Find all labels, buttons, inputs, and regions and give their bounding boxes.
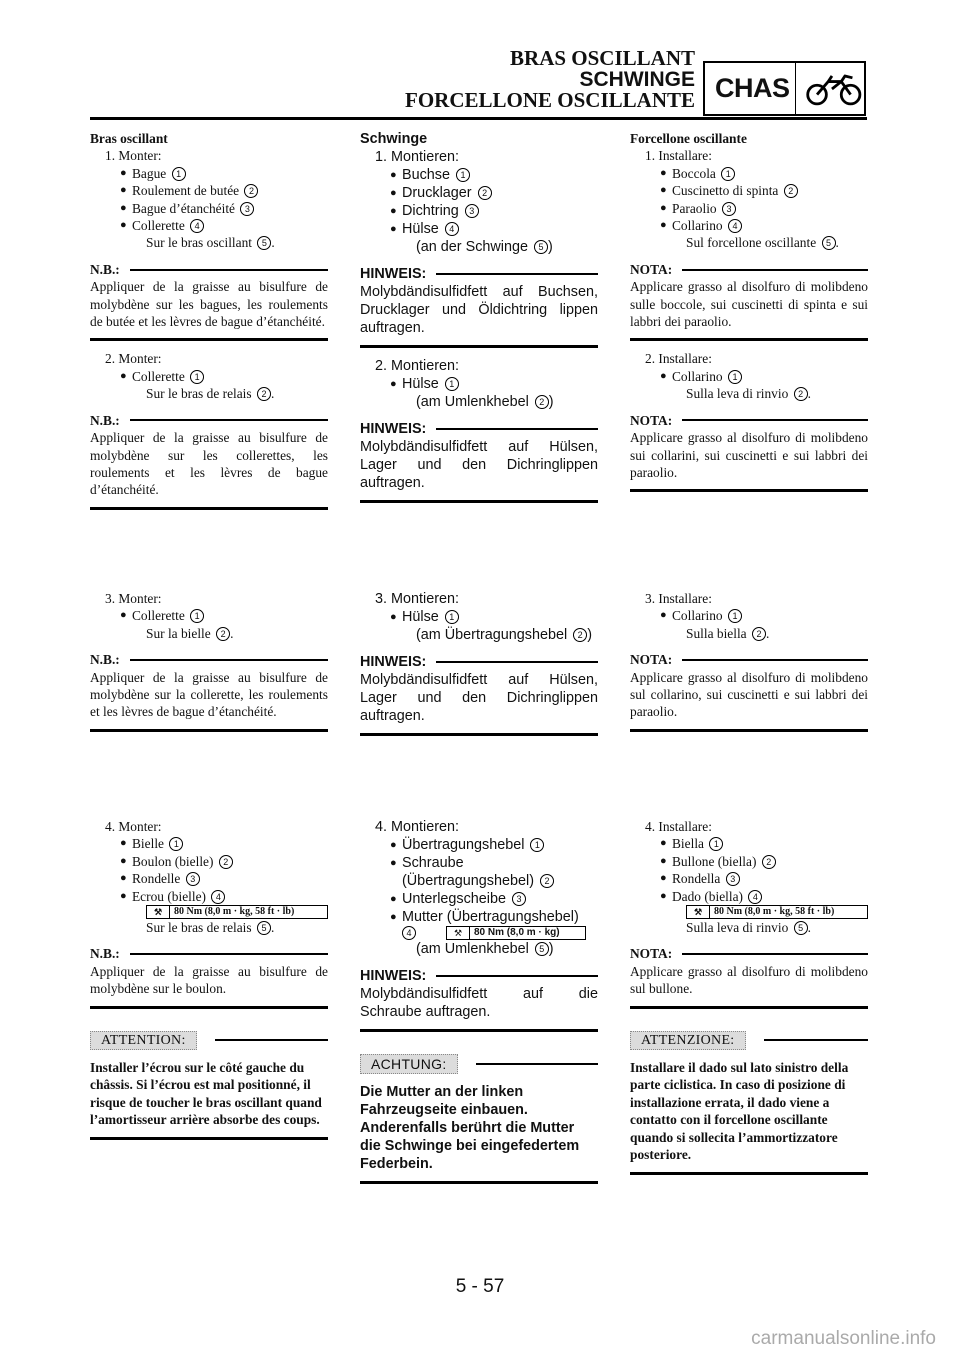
list-item: ● Buchse 1: [360, 166, 598, 184]
note-heading: N.B.:: [90, 651, 328, 668]
fr-location-4: Sur le bras de relais 5 .: [146, 920, 275, 936]
note-text: Molybdändisulfidfett auf Buchsen, Drucklager und Öldichtring lippen auftragen.: [360, 284, 598, 336]
title-de: SCHWINGE: [579, 68, 695, 91]
fr-location-2: Sur le bras de relais 2 .: [146, 386, 275, 402]
list-item: ● Collerette 1: [90, 368, 328, 385]
header-titles: [405, 48, 695, 111]
torque-spec: ⚒ 80 Nm (8,0 m · kg): [446, 926, 586, 940]
list-item: ● Unterlegscheibe 3: [360, 890, 598, 908]
fr-section-1: [90, 130, 328, 510]
list-item: ● Collarino 1: [630, 607, 868, 624]
list-item-number: 4 ⚒ 80 Nm (8,0 m · kg): [360, 926, 598, 940]
de-section-3: [360, 590, 598, 736]
note-text: Molybdändisulfidfett auf Hülsen, Lager und den Dichringlippen auftragen.: [360, 439, 598, 491]
fr-title: Bras oscillant: [90, 131, 168, 146]
list-item: ● Paraolio 3: [630, 200, 868, 217]
note-heading: NOTA:: [630, 412, 868, 429]
torque-spec: ⚒ 80 Nm (8,0 m · kg, 58 ft · lb): [146, 905, 328, 919]
it-location-1: Sul forcellone oscillante 5 .: [686, 235, 839, 251]
de-location-4: (am Umlenkhebel 5 ): [416, 941, 554, 957]
list-item: ● Boccola 1: [630, 165, 868, 182]
title-fr: BRAS OSCILLANT: [510, 46, 695, 70]
de-title: Schwinge: [360, 131, 428, 147]
caution-text: Installer l’écrou sur le côté gauche du châssis. Si l’écrou est mal positionné, il risque de toucher le bras oscillant quand l’amortisseur arrière absorbe des coups.: [90, 1060, 322, 1128]
caution-heading: ACHTUNG:: [360, 1054, 598, 1074]
list-item: ● Boulon (bielle) 2: [90, 853, 328, 870]
note-heading: HINWEIS:: [360, 653, 598, 671]
de-step-2: 2. Montieren:: [375, 358, 459, 374]
de-step-1: 1. Montieren:: [375, 149, 459, 165]
list-item: ● Ecrou (bielle) 4: [90, 888, 328, 905]
caution-heading: ATTENZIONE:: [630, 1031, 868, 1050]
it-step-2: 2. Installare:: [645, 351, 712, 367]
de-location-1: (an der Schwinge 5 ): [416, 239, 553, 255]
wrench-icon: ⚒: [447, 927, 470, 939]
section-badge: [703, 61, 866, 116]
note-text: Applicare grasso al disolfuro di molibdeno sulle boccole, sui cuscinetti di spinta e sui labbri dei paraolio.: [630, 279, 868, 330]
de-step-4: 4. Montieren:: [375, 819, 459, 835]
list-item: ● Mutter (Übertragungshebel): [390, 909, 579, 925]
it-step-4: 4. Installare:: [645, 819, 712, 834]
note-text: Molybdändisulfidfett auf die Schraube auftragen.: [360, 986, 598, 1020]
list-item: ● Hülse 1: [360, 375, 598, 393]
list-item: ● Dado (biella) 4: [630, 888, 868, 905]
list-item: ● Bague 1: [90, 165, 328, 182]
page-number: 5 - 57: [455, 1276, 505, 1297]
header-rule: [90, 117, 867, 120]
de-location-3: (am Übertragungshebel 2 ): [416, 627, 592, 643]
fr-step-2: 2. Monter:: [105, 351, 162, 367]
fr-section-3: [90, 590, 328, 732]
note-heading: HINWEIS:: [360, 265, 598, 283]
section-code: CHAS: [715, 73, 790, 103]
it-location-2: Sulla leva di rinvio 2 .: [686, 386, 811, 402]
note-text: Appliquer de la graisse au bisulfure de molybdène sur le boulon.: [90, 963, 328, 997]
list-item: ● Cuscinetto di spinta 2: [630, 182, 868, 199]
it-section-3: [630, 590, 868, 732]
list-item: ● Rondella 3: [630, 870, 868, 887]
note-heading: N.B.:: [90, 412, 328, 429]
list-item: ● Dichtring 3: [360, 202, 598, 220]
caution-text: Installare il dado sul lato sinistro della parte ciclistica. In caso di posizione di installazione errata, il dado viene a contatto con il forcellone oscillante quando si sollecita l’ammortizzatore posteriore.: [630, 1060, 849, 1163]
list-item: ● Hülse 4: [360, 220, 598, 238]
note-heading: N.B.:: [90, 945, 328, 962]
it-step-3: 3. Installare:: [645, 591, 712, 606]
title-it: FORCELLONE OSCILLANTE: [405, 88, 695, 112]
it-location-3: Sulla biella 2 .: [686, 625, 770, 641]
note-text: Appliquer de la graisse au bisulfure de molybdène sur les bagues, les roulements de butée et les lèvres de bague d’étanchéité.: [90, 279, 328, 330]
note-heading: HINWEIS:: [360, 967, 598, 985]
list-item: ● Hülse 1: [360, 608, 598, 626]
note-text: Molybdändisulfidfett auf Hülsen, Lager und den Dichringlippen auftragen.: [360, 672, 598, 724]
de-step-3: 3. Montieren:: [375, 591, 459, 607]
fr-location-3: Sur la bielle 2 .: [146, 625, 234, 641]
list-item: ● Collarino 4: [630, 217, 868, 234]
list-item: ● Rondelle 3: [90, 870, 328, 887]
list-item: ● Collarino 1: [630, 368, 868, 385]
list-item: ● Drucklager 2: [360, 184, 598, 202]
fr-step-3: 3. Monter:: [105, 591, 162, 606]
caution-text: Die Mutter an der linken Fahrzeugseite einbauen. Anderenfalls berührt die Mutter die Schwinge bei eingefedertem Federbein.: [360, 1084, 580, 1172]
note-heading: NOTA:: [630, 261, 868, 278]
de-section-1: [360, 130, 598, 503]
note-heading: NOTA:: [630, 651, 868, 668]
note-text: Applicare grasso al disolfuro di molibdeno sui collarini, sui cuscinetti e sui labbri dei paraolio.: [630, 430, 868, 480]
list-item: ● Collerette 1: [90, 607, 328, 624]
motorcycle-icon: [804, 69, 864, 109]
list-item: ● Bullone (biella) 2: [630, 853, 868, 870]
list-item: ● Biella 1: [630, 835, 868, 852]
list-item: ● Bielle 1: [90, 835, 328, 852]
caution-heading: ATTENTION:: [90, 1031, 328, 1050]
fr-section-4: [90, 818, 328, 1140]
list-item: ● Collerette 4: [90, 217, 328, 234]
note-text: Appliquer de la graisse au bisulfure de molybdène sur la collerette, les roulements et les lèvres de bague d’étanchéité.: [90, 669, 328, 720]
list-item: ● Bague d’étanchéité 3: [90, 200, 328, 217]
it-step-1: 1. Installare:: [645, 148, 712, 164]
it-section-4: [630, 818, 868, 1175]
list-item: ● Roulement de butée 2: [90, 182, 328, 199]
list-item: ● Übertragungshebel 1: [360, 836, 598, 854]
fr-location-1: Sur le bras oscillant 5 .: [146, 235, 275, 251]
it-title: Forcellone oscillante: [630, 131, 747, 146]
wrench-icon: ⚒: [147, 906, 170, 918]
wrench-icon: ⚒: [687, 906, 710, 918]
note-heading: N.B.:: [90, 261, 328, 278]
note-heading: HINWEIS:: [360, 420, 598, 438]
note-text: Applicare grasso al disolfuro di molibdeno sul collarino, sui cuscinetti e sui labbri dei paraolio.: [630, 669, 868, 720]
note-heading: NOTA:: [630, 945, 868, 962]
it-location-4: Sulla leva di rinvio 5 .: [686, 920, 811, 936]
note-text: Applicare grasso al disolfuro di molibdeno sul bullone.: [630, 963, 868, 997]
fr-step-4: 4. Monter:: [105, 819, 162, 834]
torque-spec: ⚒ 80 Nm (8,0 m · kg, 58 ft · lb): [686, 905, 868, 919]
de-section-4: [360, 818, 598, 1184]
fr-step-1: 1. Monter:: [105, 148, 162, 164]
de-location-2: (am Umlenkhebel 2 ): [416, 394, 554, 410]
note-text: Appliquer de la graisse au bisulfure de molybdène sur les collerettes, les roulements et les lèvres de bague d’étanchéité.: [90, 430, 328, 498]
watermark: carmanualsonline.info: [751, 1328, 936, 1349]
list-item: ● Schraube (Übertragungshebel) 2: [360, 854, 598, 890]
it-section-1: [630, 130, 868, 492]
